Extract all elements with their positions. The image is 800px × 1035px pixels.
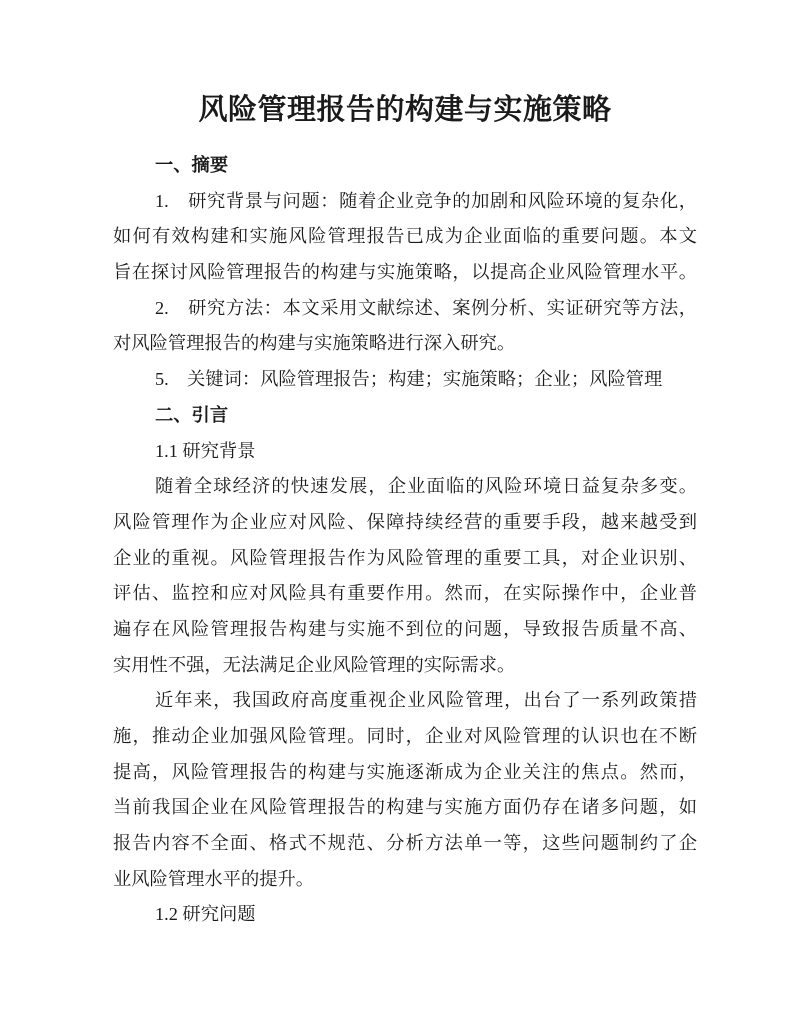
text-line: 1.2 研究问题 xyxy=(155,904,256,925)
text-line: 施，推动企业加强风险管理。同时，企业对风险管理的认识也在不断 xyxy=(113,726,697,746)
document-title: 风险管理报告的构建与实施策略 xyxy=(198,94,612,126)
text-line: 随着全球经济的快速发展，企业面临的风险环境日益复杂多变。 xyxy=(155,476,697,497)
text-line: 近年来，我国政府高度重视企业风险管理，出台了一系列政策措 xyxy=(155,690,697,711)
text-line: 5. 关键词：风险管理报告；构建；实施策略；企业；风险管理 xyxy=(155,369,663,390)
section-heading: 一、摘要 xyxy=(155,155,229,175)
text-line: 旨在探讨风险管理报告的构建与实施策略，以提高企业风险管理水平。 xyxy=(113,262,697,283)
document-body xyxy=(113,148,697,933)
text-line: 风险管理作为企业应对风险、保障持续经营的重要手段，越来越受到 xyxy=(113,511,697,532)
text-line: 如何有效构建和实施风险管理报告已成为企业面临的重要问题。本文 xyxy=(113,226,697,247)
text-line: 遍存在风险管理报告构建与实施不到位的问题，导致报告质量不高、 xyxy=(113,618,697,639)
document-content xyxy=(113,0,697,933)
text-line: 提高，风险管理报告的构建与实施逐渐成为企业关注的焦点。然而， xyxy=(113,761,697,782)
text-line: 1. 研究背景与问题：随着企业竞争的加剧和风险环境的复杂化， xyxy=(155,190,697,211)
text-line: 当前我国企业在风险管理报告的构建与实施方面仍存在诸多问题，如 xyxy=(113,797,697,818)
text-line: 报告内容不全面、格式不规范、分析方法单一等，这些问题制约了企 xyxy=(113,833,697,854)
text-line: 对风险管理报告的构建与实施策略进行深入研究。 xyxy=(113,333,516,354)
text-line: 实用性不强，无法满足企业风险管理的实际需求。 xyxy=(113,654,516,675)
text-line: 2. 研究方法：本文采用文献综述、案例分析、实证研究等方法， xyxy=(155,297,697,318)
text-line: 企业的重视。风险管理报告作为风险管理的重要工具，对企业识别、 xyxy=(113,547,697,568)
section-heading: 二、引言 xyxy=(155,404,229,425)
text-line: 业风险管理水平的提升。 xyxy=(113,868,315,889)
text-line: 1.1 研究背景 xyxy=(155,440,256,461)
text-line: 评估、监控和应对风险具有重要作用。然而，在实际操作中，企业普 xyxy=(113,583,697,604)
